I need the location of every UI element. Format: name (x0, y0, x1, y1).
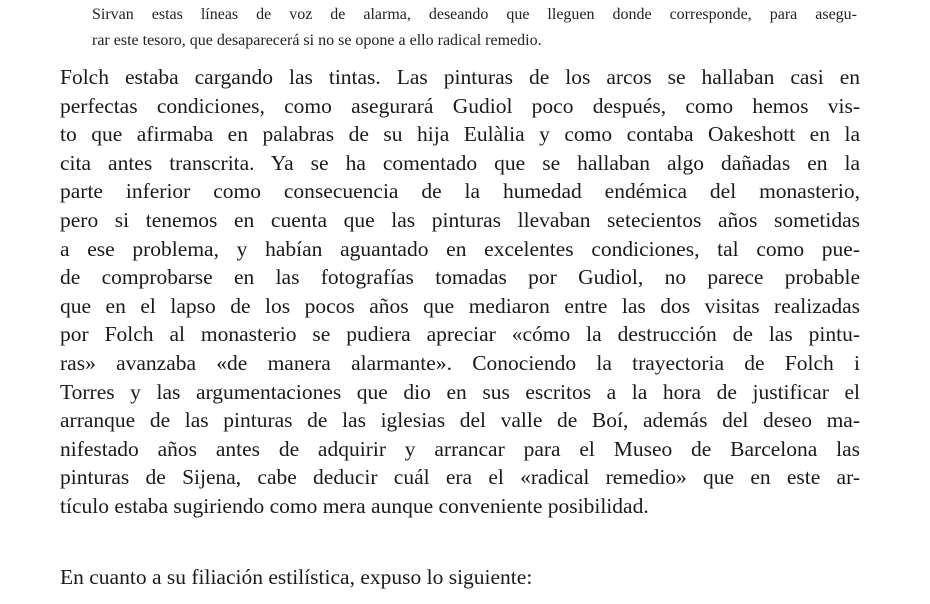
paragraph-line: ras» avanzaba «de manera alarmante». Conociendo la trayectoria de Folch i (60, 350, 860, 375)
paragraph-line: arranque de las pinturas de las iglesias del valle de Boí, además del deseo ma- (60, 408, 860, 433)
quote-line: rar este tesoro, que desaparecerá si no se opone a ello radical remedio. (92, 32, 542, 49)
intro-sentence: En cuanto a su filiación estilística, expuso lo siguiente: (60, 565, 533, 589)
body-paragraph (60, 63, 860, 521)
paragraph-line: a ese problema, y habían aguantado en excelentes condiciones, tal como pue- (60, 236, 860, 261)
paragraph-line: Folch estaba cargando las tintas. Las pinturas de los arcos se hallaban casi en (60, 65, 860, 89)
paragraph-line: cita antes transcrita. Ya se ha comentado que se hallaban algo dañadas en la (60, 150, 860, 175)
paragraph-line: que en el lapso de los pocos años que mediaron entre las dos visitas realizadas (60, 293, 860, 318)
paragraph-line: nifestado años antes de adquirir y arrancar para el Museo de Barcelona las (60, 436, 860, 461)
paragraph-line: Torres y las argumentaciones que dio en sus escritos a la hora de justificar el (60, 379, 860, 404)
paragraph-line: pinturas de Sijena, cabe deducir cuál era el «radical remedio» que en este ar- (60, 465, 860, 490)
quote-line: Sirvan estas líneas de voz de alarma, deseando que lleguen donde corresponde, para asegu- (92, 6, 857, 23)
paragraph-line: de comprobarse en las fotografías tomadas por Gudiol, no parece probable (60, 265, 860, 290)
block-quote (92, 2, 857, 54)
paragraph-line: tículo estaba sugiriendo como mera aunque conveniente posibilidad. (60, 493, 649, 518)
paragraph-line: to que afirmaba en palabras de su hija Eulàlia y como contaba Oakeshott en la (60, 122, 860, 147)
paragraph-line: por Folch al monasterio se pudiera apreciar «cómo la destrucción de las pintu- (60, 322, 860, 347)
paragraph-line: pero si tenemos en cuenta que las pinturas llevaban setecientos años sometidas (60, 207, 860, 232)
paragraph-line: perfectas condiciones, como asegurará Gudiol poco después, como hemos vis- (60, 93, 860, 118)
paragraph-line: parte inferior como consecuencia de la humedad endémica del monasterio, (60, 179, 860, 204)
